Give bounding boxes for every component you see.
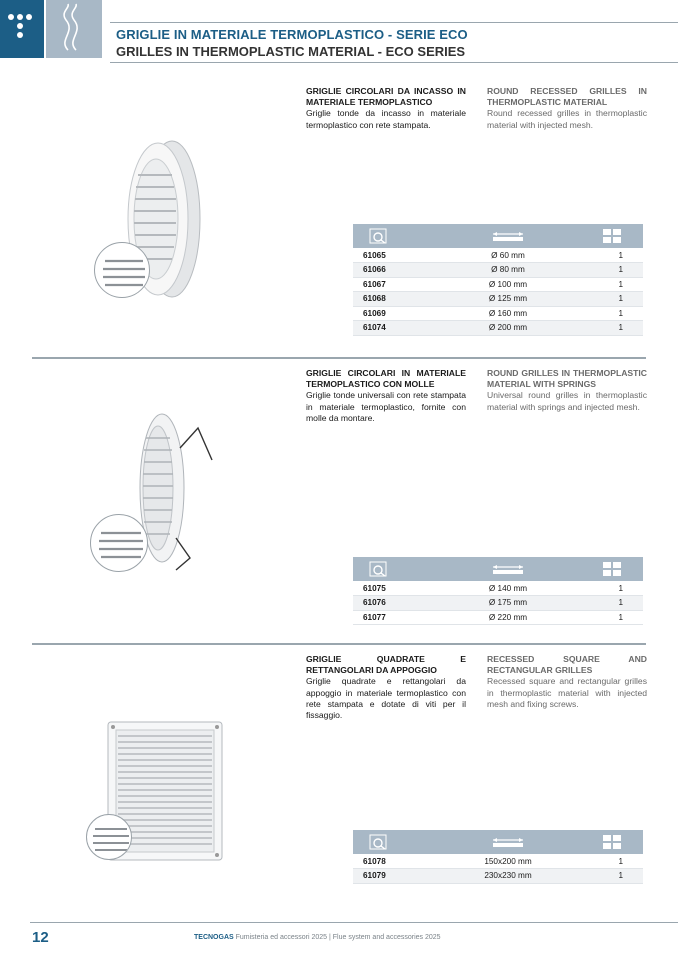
page-number: 12 <box>32 929 49 946</box>
product-qty: 1 <box>567 277 643 292</box>
product-qty: 1 <box>567 248 643 263</box>
section3-product-table <box>353 830 643 884</box>
section3-heading-en: RECESSED SQUARE AND RECTANGULAR GRILLES <box>487 654 647 676</box>
footer-rule <box>30 922 678 923</box>
product-qty: 1 <box>567 263 643 278</box>
product-size: Ø 100 mm <box>449 277 567 292</box>
section3-heading-it: GRIGLIE QUADRATE E RETTANGOLARI DA APPOGGIO <box>306 654 466 676</box>
smoke-icon <box>46 0 102 58</box>
ruler-measure-icon <box>453 836 563 848</box>
table-row <box>353 321 643 336</box>
table-row <box>353 869 643 884</box>
section2-product-table <box>353 557 643 625</box>
product-code: 61065 <box>353 248 449 263</box>
section2-heading-en: ROUND GRILLES IN THERMOPLASTIC MATERIAL WITH SPRINGS <box>487 368 647 390</box>
product-code: 61067 <box>353 277 449 292</box>
section3-text-en: Recessed square and rectangular grilles in thermoplastic material with injected mesh and fixing screws. <box>487 676 647 709</box>
table-row <box>353 306 643 321</box>
product-size: Ø 125 mm <box>449 292 567 307</box>
product-size: Ø 140 mm <box>449 581 567 596</box>
tecnogas-logo <box>0 0 44 58</box>
product-code: 61068 <box>353 292 449 307</box>
mesh-detail-zoom <box>86 814 132 860</box>
magnifier-catalog-icon <box>363 561 445 577</box>
product-size: Ø 80 mm <box>449 263 567 278</box>
section1-heading-it: GRIGLIE CIRCOLARI DA INCASSO IN MATERIALE TERMOPLASTICO <box>306 86 466 108</box>
section2-description-en <box>487 368 647 413</box>
product-size: Ø 175 mm <box>449 596 567 611</box>
product-qty: 1 <box>567 581 643 596</box>
boxes-package-icon <box>571 833 623 851</box>
section1-heading-en: ROUND RECESSED GRILLES IN THERMOPLASTIC MATERIAL <box>487 86 647 108</box>
table-header <box>353 224 643 248</box>
section1-product-table <box>353 224 643 336</box>
product-qty: 1 <box>567 854 643 869</box>
product-qty: 1 <box>567 321 643 336</box>
page-title-english: GRILLES IN THERMOPLASTIC MATERIAL - ECO SERIES <box>116 44 466 59</box>
section2-heading-it: GRIGLIE CIRCOLARI IN MATERIALE TERMOPLASTICO CON MOLLE <box>306 368 466 390</box>
table-row <box>353 292 643 307</box>
table-row <box>353 610 643 625</box>
mesh-detail-zoom <box>90 514 148 572</box>
product-size: Ø 220 mm <box>449 610 567 625</box>
mesh-detail-zoom <box>94 242 150 298</box>
table-header <box>353 557 643 581</box>
section1-text-en: Round recessed grilles in thermoplastic material with injected mesh. <box>487 108 647 130</box>
product-code: 61077 <box>353 610 449 625</box>
product-code: 61078 <box>353 854 449 869</box>
section3-text-it: Griglie quadrate e rettangolari da appoggio in materiale termoplastico con rete stampata e dotate di viti per il fissaggio. <box>306 676 466 721</box>
table-header <box>353 830 643 854</box>
section3-description-en <box>487 654 647 710</box>
product-qty: 1 <box>567 306 643 321</box>
product-code: 61075 <box>353 581 449 596</box>
product-size: 150x200 mm <box>449 854 567 869</box>
product-size: Ø 200 mm <box>449 321 567 336</box>
table-row <box>353 277 643 292</box>
ruler-measure-icon <box>453 563 563 575</box>
product-qty: 1 <box>567 610 643 625</box>
section3-description-it <box>306 654 466 721</box>
product-code: 61069 <box>353 306 449 321</box>
boxes-package-icon <box>571 560 623 578</box>
product-size: Ø 160 mm <box>449 306 567 321</box>
header-rule <box>110 22 678 23</box>
section1-text-it: Griglie tonde da incasso in materiale termoplastico con rete stampata. <box>306 108 466 130</box>
section2-text-en: Universal round grilles in thermoplastic material with springs and injected mesh. <box>487 390 647 412</box>
product-qty: 1 <box>567 596 643 611</box>
table-row <box>353 581 643 596</box>
table-row <box>353 854 643 869</box>
footer-caption: Fumisteria ed accessori 2025 | Flue system and accessories 2025 <box>233 934 441 941</box>
product-qty: 1 <box>567 869 643 884</box>
product-size: 230x230 mm <box>449 869 567 884</box>
product-code: 61079 <box>353 869 449 884</box>
product-size: Ø 60 mm <box>449 248 567 263</box>
product-qty: 1 <box>567 292 643 307</box>
section2-description-it <box>306 368 466 424</box>
table-row <box>353 248 643 263</box>
magnifier-catalog-icon <box>363 834 445 850</box>
product-code: 61074 <box>353 321 449 336</box>
page-title-italian: GRIGLIE IN MATERIALE TERMOPLASTICO - SERIE ECO <box>116 27 468 42</box>
ruler-measure-icon <box>453 230 563 242</box>
footer-brand: TECNOGAS <box>194 934 234 941</box>
table-row <box>353 263 643 278</box>
boxes-package-icon <box>571 227 623 245</box>
header-rule-bottom <box>110 62 678 63</box>
table-row <box>353 596 643 611</box>
section-divider <box>32 643 646 645</box>
section1-description-it <box>306 86 466 131</box>
section-divider <box>32 357 646 359</box>
section2-text-it: Griglie tonde universali con rete stampata in materiale termoplastico, fornite con molle da montare. <box>306 390 466 423</box>
magnifier-catalog-icon <box>363 228 445 244</box>
section1-description-en <box>487 86 647 131</box>
product-code: 61076 <box>353 596 449 611</box>
footer-text <box>194 934 441 941</box>
product-code: 61066 <box>353 263 449 278</box>
